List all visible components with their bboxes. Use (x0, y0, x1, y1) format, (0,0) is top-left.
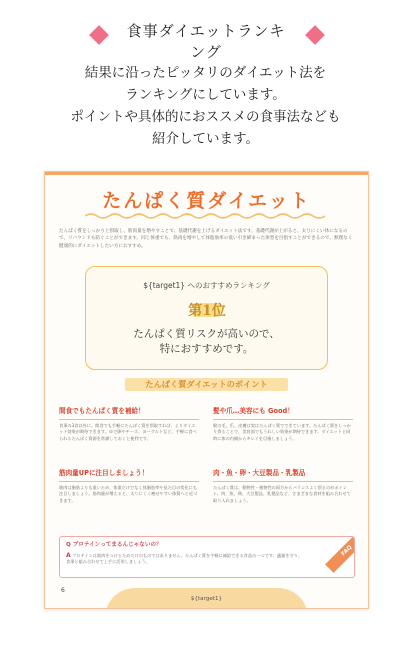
diamond-right-icon (305, 25, 325, 45)
point-title-foods: 肉・魚・卵・大豆製品・乳製品 (213, 469, 306, 477)
faq-answer-prefix: A (66, 552, 71, 559)
page-top-bar (45, 172, 368, 175)
ranking-result (86, 327, 327, 357)
point-title: たんぱく質ダイエットのポイント (145, 379, 268, 389)
header-description (40, 62, 371, 150)
point-title-beauty: 髪や爪…美容にも Good！ (213, 407, 294, 415)
page-title: たんぱく質ダイエット (102, 190, 311, 212)
ranking-label: ${target1} へのおすすめランキング (143, 281, 270, 290)
point-heading (125, 378, 288, 391)
header-desc-line: 紹介しています。 (152, 131, 259, 147)
header (0, 0, 411, 160)
faq-question: Q プロテインってまるんじゃないの？ (66, 542, 162, 548)
header-desc-line: ランキングにしています。 (125, 87, 286, 103)
point-text-muscle: 筋肉は脂肪よりも重いため、体重だけでなく体脂肪率や見た目の変化にも注目しましょう。筋肉量が増えると、太りにくく痩せやすい体質へと近づきます。 (59, 485, 198, 503)
point-text-snack: 食事の3食以外に、間食でも手軽にたんぱく質を摂取すれば、よりダイエット効果が期待できます。ゆで卵やチーズ、ヨーグルトなど、手軽に食べられるたんぱく質源を常備しておくと便利です。 (59, 423, 197, 441)
point-text-beauty: 髪の毛、爪、皮膚は実はたんぱく質でできています。たんぱく質をしっかり摂ることで、美容面でもうれしい効果が期待できます。ダイエットと同時に体の内側からキレイを目指しましょう。 (213, 423, 351, 441)
point-title-snack: 間食でもたんぱく質を補給！ (59, 407, 145, 415)
rank-badge-text: 第1位 (188, 303, 226, 319)
diamond-left-icon (89, 25, 109, 45)
faq-answer-text: プロテインは筋肉をつけるためだけのものではありません。たんぱく質を手軽に補給できる食品の一つです。適量を守り、食事と組み合わせて上手に活用しましょう。 (66, 553, 302, 565)
point-underline (213, 419, 353, 420)
faq-tag-text: FAQ (340, 544, 354, 558)
point-underline (59, 481, 199, 482)
faq-answer (66, 553, 306, 565)
title-wave-decoration (85, 212, 328, 220)
point-underline (59, 419, 199, 420)
intro-text: たんぱく質をしっかりと摂取し、筋肉量を増やすことで、基礎代謝を上げるダイエット法です。基礎代謝が上がると、太りにくい体になるので、リバウンドも防ぐことができます。同じ体重でも、筋肉を増やして体脂肪率の低い引き締まった体型を目指すことができるので、無理なく健康的にダイエットしたい方におすすめ。 (59, 229, 353, 249)
sample-page (44, 171, 369, 609)
faq-tag (325, 536, 355, 573)
header-desc-line: ポイントや具体的におススメの食事法なども (70, 109, 341, 125)
faq-box (59, 536, 355, 578)
header-desc-line: 結果に沿ったピッタリのダイエット法を (84, 65, 327, 81)
ranking-result-line: 特におすすめです。 (159, 343, 254, 355)
ranking-box (85, 266, 328, 370)
footer-arch (105, 588, 308, 609)
ranking-result-line: たんぱく質リスクが高いので、 (133, 328, 280, 340)
footer-text: ${target1} (190, 596, 223, 602)
point-underline (213, 481, 353, 482)
point-title-muscle: 筋肉量UPに注目しましょう！ (59, 469, 149, 477)
page-number: 6 (61, 587, 65, 594)
header-title: 食事ダイエットランキング (126, 22, 286, 61)
point-text-foods: たんぱく質は、動物性・植物性の両方からバランスよく摂るのがポイント。肉、魚、卵、大豆製品、乳製品など、さまざまな食材を組み合わせて取り入れましょう。 (213, 485, 351, 503)
rank-badge (187, 298, 227, 320)
